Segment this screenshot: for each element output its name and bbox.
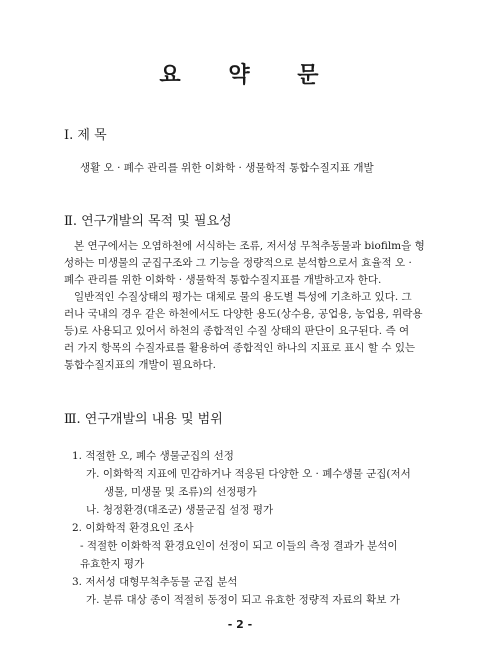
- paragraph-line: 본 연구에서는 오염하천에 서식하는 조류, 저서성 무척추동물과 biofilm을 형: [74, 240, 425, 252]
- paragraph-line: 러나 국내의 경우 같은 하천에서도 다양한 용도(상수용, 공업용, 농업용, 위락용: [64, 308, 423, 320]
- list-item: 1. 적절한 오, 폐수 생물군집의 선정: [72, 450, 234, 462]
- paragraph-line: 통합수질지표의 개발이 필요하다.: [64, 359, 217, 371]
- list-item: 생물, 미생물 및 조류)의 선정평가: [104, 486, 257, 498]
- section-2-body: [64, 238, 424, 374]
- section-1-body: 생활 오 · 폐수 관리를 위한 이화학 · 생물학적 통합수질지표 개발: [80, 162, 374, 174]
- title-char: 요: [159, 62, 183, 88]
- page-title: [0, 58, 480, 89]
- list-item: 가. 분류 대상 종이 적절히 동정이 되고 유효한 정량적 자료의 확보 가: [86, 594, 400, 606]
- paragraph-line: 일반적인 수질상태의 평가는 대체로 물의 용도별 특성에 기초하고 있다. 그: [74, 291, 412, 303]
- list-item: 3. 저서성 대형무척추동물 군집 분석: [72, 576, 238, 588]
- list-item: 가. 이화학적 지표에 민감하거나 적응된 다양한 오 · 폐수생물 군집(저서: [86, 468, 411, 480]
- paragraph-line: 성하는 미생물의 군집구조와 그 기능을 정량적으로 분석함으로서 효율적 오 ·: [64, 257, 412, 269]
- section-3-heading: Ⅲ. 연구개발의 내용 및 범위: [64, 412, 223, 427]
- list-item: - 적절한 이화학적 환경요인이 선정이 되고 이들의 측정 결과가 분석이: [80, 540, 398, 552]
- paragraph-line: 등)로 사용되고 있어서 하천의 종합적인 수질 상태의 판단이 요구된다. 즉 여: [64, 325, 410, 337]
- list-item: 나. 청정환경(대조군) 생물군집 설정 평가: [86, 504, 274, 516]
- title-char: 약: [228, 62, 252, 88]
- list-item: 유효한지 평가: [80, 558, 145, 570]
- paragraph-line: 러 가지 항목의 수질자료를 활용하여 종합적인 하나의 지표로 표시 할 수 있는: [64, 342, 416, 354]
- section-2-heading: Ⅱ. 연구개발의 목적 및 필요성: [64, 214, 232, 229]
- page-number: - 2 -: [227, 618, 253, 631]
- title-char: 문: [297, 62, 321, 88]
- list-item: 2. 이화학적 환경요인 조사: [72, 522, 194, 534]
- paragraph-line: 폐수 관리를 위한 이화학 · 생물학적 통합수질지표를 개발하고자 한다.: [64, 274, 382, 286]
- section-1-heading: Ⅰ. 제 목: [64, 128, 107, 143]
